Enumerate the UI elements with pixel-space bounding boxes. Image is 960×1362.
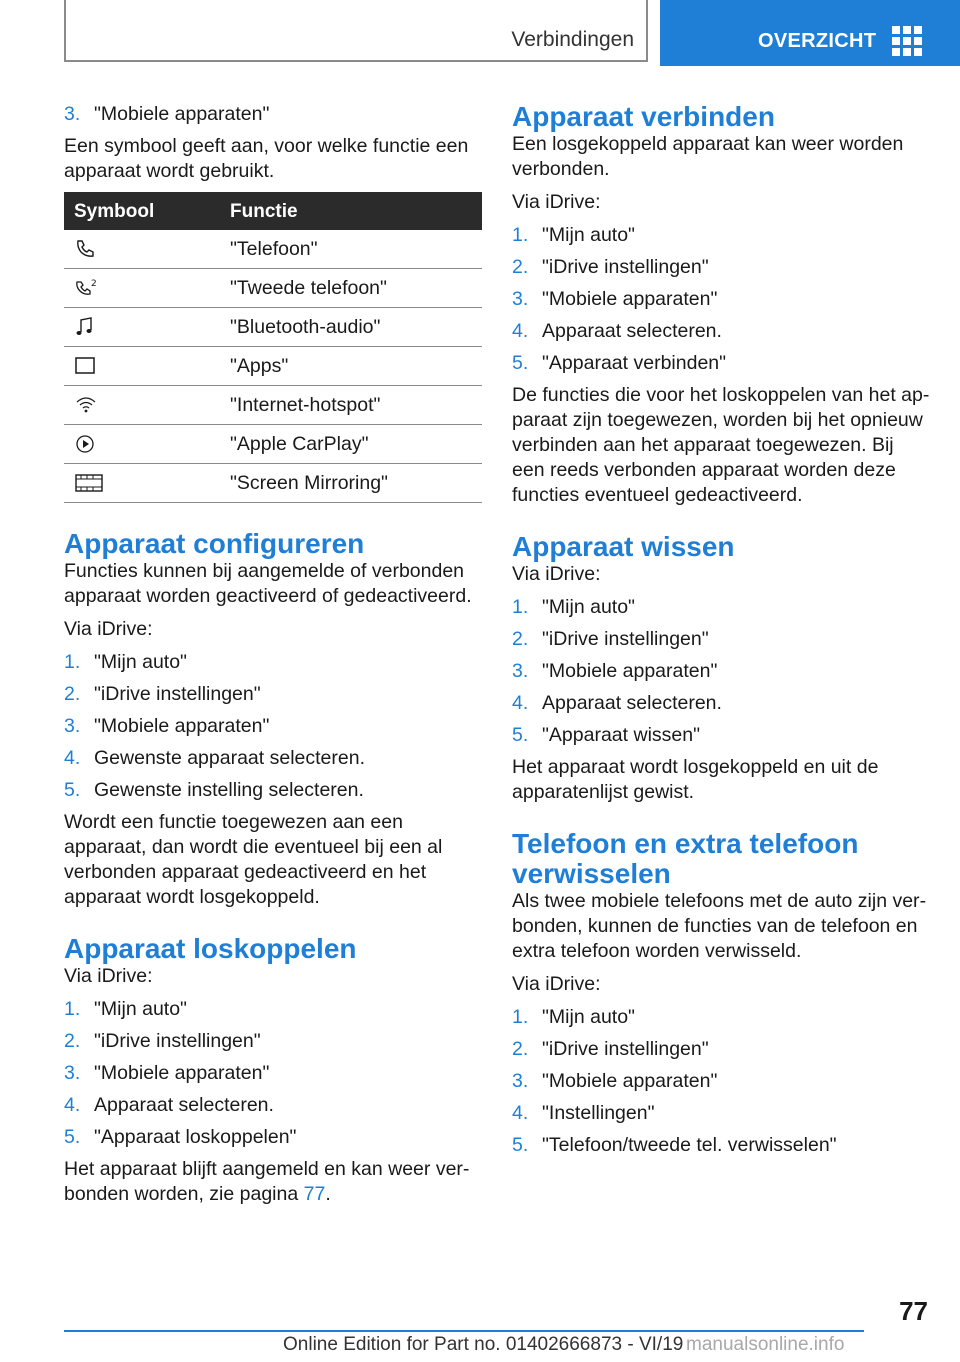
- function-label: "Apple CarPlay": [220, 425, 482, 464]
- list-item: 4. Apparaat selecteren.: [512, 320, 722, 342]
- list-item: 1. "Mijn auto": [512, 1006, 635, 1028]
- right-column: [512, 102, 930, 1165]
- list-item: 2. "iDrive instellingen": [64, 1030, 261, 1052]
- connect-intro: Een losgekoppeld apparaat kan weer worden verbonden.: [512, 133, 904, 180]
- list-item: 1. "Mijn auto": [64, 651, 187, 673]
- svg-text:2: 2: [91, 279, 97, 289]
- disconnect-steps: [64, 997, 482, 1150]
- intro-list: [64, 102, 482, 127]
- table-header-row: [64, 192, 482, 230]
- music-note-icon: [74, 316, 96, 338]
- delete-via: Via iDrive:: [512, 563, 601, 585]
- phone-icon: [74, 238, 96, 260]
- connect-via: Via iDrive:: [512, 191, 601, 213]
- function-label: "Apps": [220, 347, 482, 386]
- list-item: 4. Apparaat selecteren.: [512, 692, 722, 714]
- table-row: [64, 230, 482, 269]
- configure-steps: [64, 650, 482, 803]
- page-header: [0, 0, 960, 66]
- list-item: 1. "Mijn auto": [512, 596, 635, 618]
- second-phone-icon: [74, 277, 100, 299]
- switch-steps: [512, 1005, 930, 1158]
- delete-outro: Het apparaat wordt losgekoppeld en uit de apparatenlijst gewist.: [512, 756, 879, 803]
- configure-intro: Functies kunnen bij aangemelde of verbonden apparaat worden geactiveerd of gedeactiveerd.: [64, 560, 472, 607]
- list-item: 3. "Mobiele apparaten": [64, 715, 270, 737]
- heading-configure: Apparaat configureren: [64, 528, 365, 559]
- list-item: 3. "Mobiele apparaten": [512, 1070, 718, 1092]
- configure-via: Via iDrive:: [64, 618, 153, 640]
- page-number: 77: [899, 1296, 928, 1326]
- connect-outro: De functies die voor het loskoppelen van het apparaat zijn toegewezen, worden bij het opnieuw verbinden aan het apparaat toegewezen. Bij een reeds verbonden apparaat worden deze functies eventueel gedeactiveerd.: [512, 384, 930, 506]
- list-text: "Mobiele apparaten": [94, 103, 270, 125]
- heading-switch: Telefoon en extra telefoon verwisselen: [512, 828, 859, 889]
- list-item: 2. "iDrive instellingen": [512, 256, 709, 278]
- left-column: [64, 102, 482, 1215]
- list-item: 3. "Mobiele apparaten": [64, 1062, 270, 1084]
- symbol-intro: Een symbool geeft aan, voor welke functie een apparaat wordt gebruikt.: [64, 135, 469, 182]
- grid-icon: [892, 26, 922, 56]
- page-link[interactable]: 77: [303, 1183, 326, 1205]
- list-item: 5. "Apparaat verbinden": [512, 352, 727, 374]
- carplay-icon: [74, 433, 96, 455]
- connect-steps: [512, 223, 930, 376]
- list-item: 2. "iDrive instellingen": [512, 628, 709, 650]
- apps-square-icon: [74, 355, 96, 377]
- list-number: 3.: [64, 103, 81, 125]
- list-item: 2. "iDrive instellingen": [512, 1038, 709, 1060]
- function-label: "Screen Mirroring": [220, 464, 482, 503]
- list-item: 5. "Apparaat loskoppelen": [64, 1126, 297, 1148]
- function-label: "Telefoon": [220, 230, 482, 269]
- list-item: 5. "Apparaat wissen": [512, 724, 701, 746]
- wifi-icon: [74, 394, 98, 416]
- column-header-function: Functie: [220, 192, 482, 230]
- list-item: 4. "Instellingen": [512, 1102, 655, 1124]
- disconnect-via: Via iDrive:: [64, 965, 153, 987]
- function-label: "Bluetooth-audio": [220, 308, 482, 347]
- table-row: [64, 386, 482, 425]
- configure-outro: Wordt een functie toegewezen aan een apparaat, dan wordt die eventueel bij een al verbonden apparaat gedeactiveerd en het apparaat wordt losgekoppeld.: [64, 811, 443, 908]
- edition-text: Online Edition for Part no. 01402666873 - VI/19: [283, 1334, 684, 1355]
- list-item: 3. "Mobiele apparaten": [512, 660, 718, 682]
- section-title: Verbindingen: [511, 28, 634, 51]
- list-item: 5. "Telefoon/tweede tel. verwisselen": [512, 1134, 837, 1156]
- switch-intro: Als twee mobiele telefoons met de auto zijn verbonden, kunnen de functies van de telefoon en extra telefoon worden verwisseld.: [512, 890, 927, 962]
- list-item: 3. "Mobiele apparaten": [512, 288, 718, 310]
- function-label: "Internet-hotspot": [220, 386, 482, 425]
- heading-delete: Apparaat wissen: [512, 531, 735, 562]
- footer-divider: [64, 1330, 864, 1332]
- overview-label: OVERZICHT: [758, 30, 877, 52]
- disconnect-outro: Het apparaat blijft aangemeld en kan weer verbonden worden, zie pagina 77.: [64, 1158, 470, 1205]
- heading-disconnect: Apparaat loskoppelen: [64, 933, 357, 964]
- switch-via: Via iDrive:: [512, 973, 601, 995]
- delete-steps: [512, 595, 930, 748]
- column-header-symbol: Symbool: [64, 192, 220, 230]
- list-item: 5. Gewenste instelling selecteren.: [64, 779, 364, 801]
- screen-mirroring-icon: [74, 472, 104, 494]
- function-label: "Tweede telefoon": [220, 269, 482, 308]
- table-row: [64, 464, 482, 503]
- table-row: [64, 308, 482, 347]
- section-tab: [64, 0, 648, 62]
- heading-connect: Apparaat verbinden: [512, 101, 775, 132]
- watermark: manualsonline.info: [686, 1334, 845, 1355]
- table-row: [64, 425, 482, 464]
- table-row: [64, 269, 482, 308]
- table-row: [64, 347, 482, 386]
- list-item: 4. Gewenste apparaat selecteren.: [64, 747, 366, 769]
- overview-button[interactable]: [660, 0, 960, 66]
- symbol-table: [64, 192, 482, 503]
- list-item: 1. "Mijn auto": [64, 998, 187, 1020]
- list-item: 1. "Mijn auto": [512, 224, 635, 246]
- list-item: 2. "iDrive instellingen": [64, 683, 261, 705]
- list-item: [64, 102, 482, 127]
- list-item: 4. Apparaat selecteren.: [64, 1094, 274, 1116]
